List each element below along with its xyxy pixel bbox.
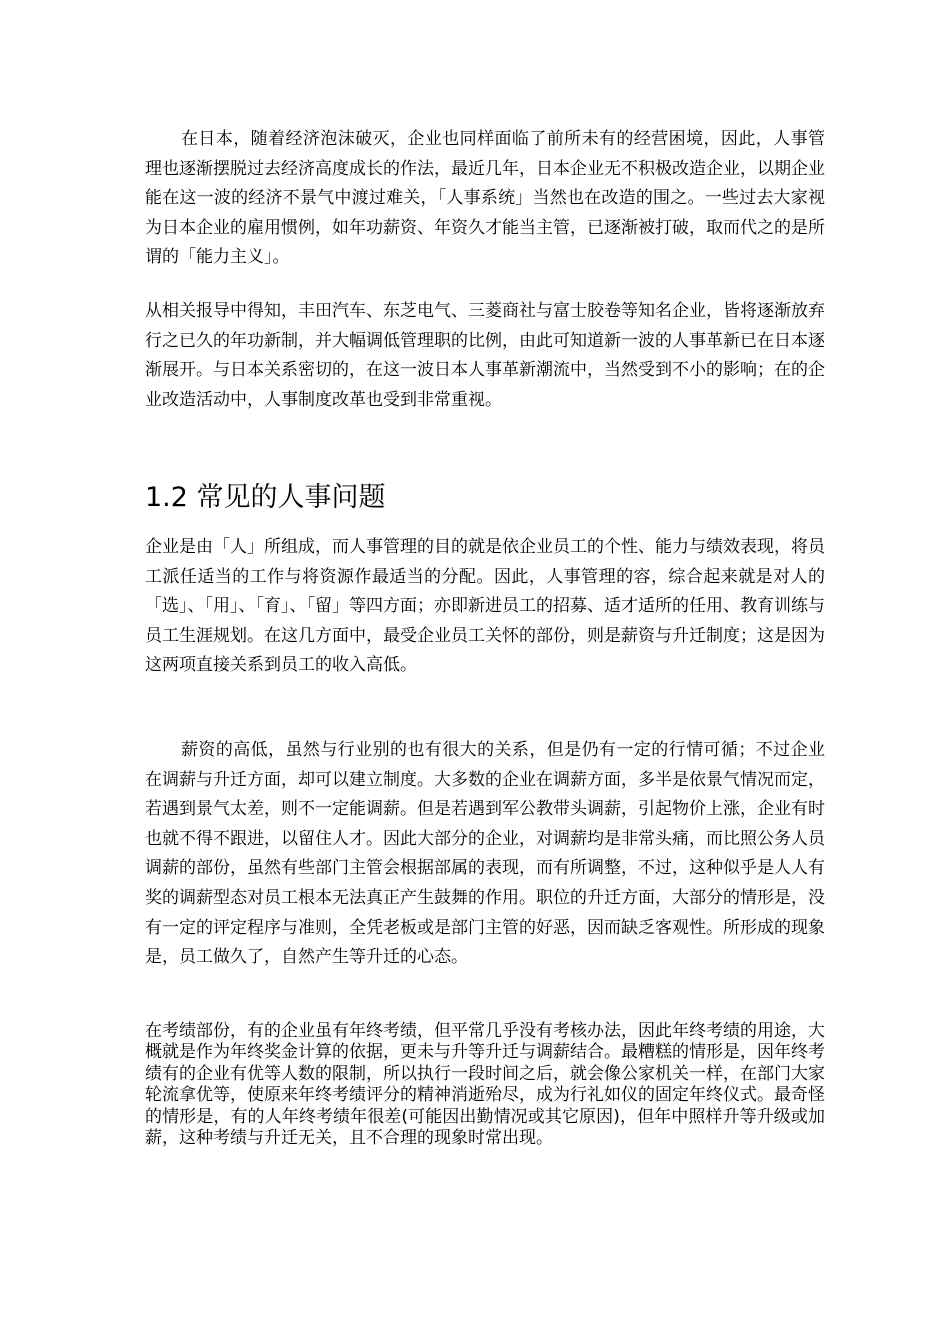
intro-paragraph-japan-reform: 在日本，随着经济泡沫破灭，企业也同样面临了前所未有的经营困境，因此，人事管理也逐渐摆脱过去经济高度成长的作法，最近几年，日本企业无不积极改造企业，以期企业能在这一波的经济不景气中渡过难关，「人事系统」当然也在改造的围之。一些过去大家视为日本企业的雇用惯例，如年功薪资、年资久才能当主管，已逐渐被打破，取而代之的是所谓的「能力主义」。 xyxy=(145,129,825,268)
section-paragraph-salary-promotion: 薪资的高低，虽然与行业别的也有很大的关系，但是仍有一定的行情可循；不过企业在调薪与升迁方面，却可以建立制度。大多数的企业在调薪方面，多半是依景气情况而定，若遇到景气太差，则不一定能调薪。但是若遇到军公教带头调薪，引起物价上涨，企业有时也就不得不跟进，以留住人才。因此大部分的企业，对调薪均是非常头痛，而比照公务人员调薪的部份，虽然有些部门主管会根据部属的表现，而有所调整，不过，这种似乎是人人有奖的调薪型态对员工根本无法真正产生鼓舞的作用。职位的升迁方面，大部分的情形是，没有一定的评定程序与准则，全凭老板或是部门主管的好恶，因而缺乏客观性。所形成的现象是，员工做久了，自然产生等升迁的心态。 xyxy=(145,740,825,968)
section-paragraph-hr-scope: 企业是由「人」所组成，而人事管理的目的就是依企业员工的个性、能力与绩效表现，将员工派任适当的工作与将资源作最适当的分配。因此，人事管理的容，综合起来就是对人的「选」、「用」、「育」、「留」等四方面；亦即新进员工的招募、适才适所的任用、教育训练与员工生涯规划。在这几方面中，最受企业员工关怀的部份，则是薪资与升迁制度；这是因为这两项直接关系到员工的收入高低。 xyxy=(145,537,825,676)
section-paragraph-performance-review: 在考绩部份，有的企业虽有年终考绩，但平常几乎没有考核办法，因此年终考绩的用途，大概就是作为年终奖金计算的依据，更未与升等升迁与调薪结合。最糟糕的情形是，因年终考绩有的企业有优等人数的限制，所以执行一段时间之后，就会像公家机关一样，在部门大家轮流拿优等，使原来年终考绩评分的精神消逝殆尽，成为行礼如仪的固定年终仪式。最奇怪的情形是，有的人年终考绩年很差(可能因出勤情况或其它原因)，但年中照样升等升级或加薪，这种考绩与升迁无关，且不合理的现象时常出现。 xyxy=(145,1021,825,1149)
intro-paragraph-company-examples: 从相关报导中得知，丰田汽车、东芝电气、三菱商社与富士胶卷等知名企业，皆将逐渐放弃行之已久的年功新制，并大幅调低管理职的比例，由此可知道新一波的人事革新已在日本逐渐展开。与日本关系密切的，在这一波日本人事革新潮流中，当然受到不小的影响；在的企业改造活动中，人事制度改革也受到非常重视。 xyxy=(145,301,825,410)
section-heading: 1.2 常见的人事问题 xyxy=(145,482,386,513)
